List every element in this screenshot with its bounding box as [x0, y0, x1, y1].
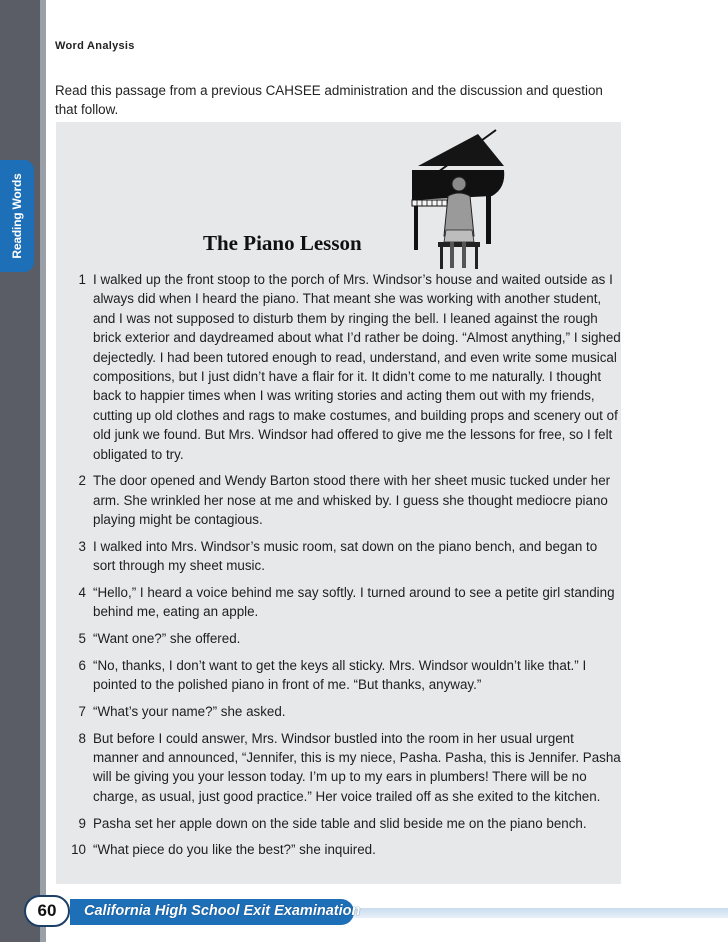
paragraph	[62, 729, 622, 807]
grand-piano-icon	[408, 126, 508, 274]
paragraph	[62, 629, 622, 648]
paragraph-text: The door opened and Wendy Barton stood there with her sheet music tucked under her arm. She wrinkled her nose at me and whisked by. I guess she thought mediocre piano playing might be contagious.	[93, 473, 611, 528]
paragraph	[62, 537, 622, 576]
paragraph	[62, 702, 622, 721]
paragraph-number: 9	[78, 815, 86, 831]
paragraph-text: “Want one?” she offered.	[93, 631, 241, 647]
paragraph-text: But before I could answer, Mrs. Windsor bustled into the room in her usual urgent manner and announced, “Jennifer, this is my niece, Pasha. Pasha, this is Jennifer. Pasha will be giving you your lesson today. I’m up to my ears in plumbers! There will be no charge, as usual, just good practice.” Her voice trailed off as she exited to the kitchen.	[93, 730, 621, 804]
paragraph-number: 1	[78, 272, 86, 287]
paragraph-number: 10	[71, 842, 86, 858]
paragraph-number: 5	[78, 631, 86, 647]
paragraph-text: Pasha set her apple down on the side table and slid beside me on the piano bench.	[93, 815, 587, 831]
paragraph-number: 8	[78, 730, 86, 746]
paragraph	[62, 270, 622, 464]
margin-strip	[40, 0, 46, 942]
paragraph	[62, 583, 622, 622]
paragraph	[62, 814, 622, 833]
paragraph-text: I walked into Mrs. Windsor’s music room, sat down on the piano bench, and began to sort through my sheet music.	[93, 538, 598, 574]
footer-title: California High School Exit Examination	[84, 903, 361, 919]
passage-paragraphs	[62, 270, 622, 867]
paragraph-text: “What piece do you like the best?” she inquired.	[93, 842, 376, 858]
paragraph-number: 7	[78, 703, 86, 719]
paragraph	[62, 840, 622, 859]
section-tab-label: Reading Words	[10, 173, 24, 259]
footer-banner	[70, 899, 361, 925]
intro-text: Read this passage from a previous CAHSEE administration and the discussion and question that follow.	[55, 83, 603, 117]
paragraph-text: “Hello,” I heard a voice behind me say softly. I turned around to see a petite girl standing behind me, eating an apple.	[93, 584, 615, 620]
page-number: 60	[24, 895, 70, 927]
paragraph	[62, 656, 622, 695]
paragraph-number: 3	[78, 538, 86, 554]
paragraph-number: 4	[78, 584, 86, 600]
paragraph-number: 6	[78, 657, 86, 673]
paragraph-text: “What’s your name?” she asked.	[93, 703, 286, 719]
paragraph-text: I walked up the front stoop to the porch of Mrs. Windsor’s house and waited outside as I always did when I heard the piano. That meant she was working with another student, and I was not supposed to disturb them by ringing the bell. I leaned against the rough brick exterior and daydreamed about what I’d rather be doing. “Almost anything,” I sighed dejectedly. I had been tutored enough to read, understand, and even write some musical compositions, but I just didn’t have a flair for it. It didn’t come to me naturally. I thought back to happier times when I was writing stories and acting them out with my friends, cutting up old clothes and rags to make costumes, and building props and scenery out of old junk we found. But Mrs. Windsor had offered to give me the lessons for free, so I felt obligated to try.	[93, 272, 621, 462]
paragraph-number: 2	[78, 473, 86, 489]
passage-title: The Piano Lesson	[203, 231, 362, 255]
left-margin-band	[0, 0, 46, 942]
section-label: Word Analysis	[55, 40, 135, 52]
paragraph	[62, 471, 622, 529]
paragraph-text: “No, thanks, I don’t want to get the keys all sticky. Mrs. Windsor wouldn’t like that.” I pointed to the polished piano in front of me. “But thanks, anyway.”	[93, 657, 587, 693]
